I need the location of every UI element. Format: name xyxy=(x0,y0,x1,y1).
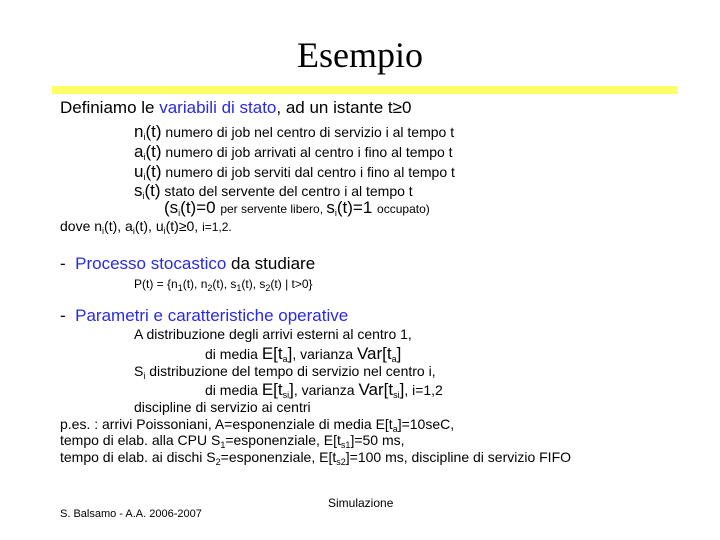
params-part: , i=1,2 xyxy=(404,382,443,398)
example-part: ]=100 ms, discipline di servizio FIFO xyxy=(345,449,572,465)
definition-arg: (t) xyxy=(144,181,161,200)
params-part: ] xyxy=(287,344,293,363)
example-line-2 xyxy=(60,432,405,448)
params-line-1: A distribuzione degli arrivi esterni al centro 1, xyxy=(134,326,412,342)
params-part: distribuzione del tempo di servizio nel centro i, xyxy=(145,363,436,379)
where-line xyxy=(60,218,232,236)
footer-author: S. Balsamo - A.A. 2006-2007 xyxy=(60,508,202,520)
formula-part: (t), n xyxy=(182,277,208,291)
params-part: ] xyxy=(396,344,402,363)
definition-subscript: i xyxy=(143,152,146,162)
params-line-2 xyxy=(205,344,401,364)
title-rule xyxy=(52,86,678,94)
process-bullet: - xyxy=(60,254,66,273)
formula-part: (t), s xyxy=(212,277,237,291)
definition-desc: stato del servente del centro i al tempo t xyxy=(160,183,413,199)
definition-desc: numero di job nel centro di servizio i al tempo t xyxy=(161,124,455,140)
params-subscript: si xyxy=(282,390,290,400)
example-line-3 xyxy=(60,449,571,465)
formula-part: P(t) = {n xyxy=(134,277,178,291)
definition-arg: (t) xyxy=(145,122,162,141)
intro-before: Definiamo le xyxy=(60,98,160,117)
definition-n xyxy=(134,122,454,142)
example-part: , xyxy=(450,416,455,432)
intro-line xyxy=(60,98,411,118)
state-note-part: (t)=1 xyxy=(336,198,378,217)
params-bullet: - xyxy=(60,306,66,325)
state-note-part: s xyxy=(326,198,335,217)
where-part: i=1,2. xyxy=(202,220,232,234)
params-part: , varianza xyxy=(293,382,359,398)
where-part: dove n xyxy=(60,218,103,234)
process-after: da studiare xyxy=(226,254,316,273)
where-part: (t), a xyxy=(104,218,133,234)
definition-u xyxy=(134,162,455,182)
example-part: =esponenziale, E[t xyxy=(225,432,341,448)
example-part: p.es. : arrivi Poissoniani, A=esponenziale di media E[t xyxy=(60,416,393,432)
formula-subscript: 2 xyxy=(265,283,271,293)
example-part: ]=10se xyxy=(397,416,441,432)
state-note-part: occupato) xyxy=(377,202,430,216)
where-part: (t), u xyxy=(134,218,164,234)
intro-highlight: variabili di stato xyxy=(159,98,277,117)
where-part: (t)≥0, xyxy=(165,218,203,234)
where-subscript: i xyxy=(102,226,105,236)
example-subscript: 1 xyxy=(220,440,226,450)
state-note-subscript: i xyxy=(178,208,181,218)
example-part: =esponenziale, E[t xyxy=(220,449,337,465)
process-highlight: Processo stocastico xyxy=(75,254,227,273)
params-part: ] xyxy=(289,380,294,399)
footer-course: Simulazione xyxy=(328,496,394,510)
params-line-5: discipline di servizio ai centri xyxy=(134,399,311,415)
definition-arg: (t) xyxy=(145,142,162,161)
definition-desc: numero di job arrivati al centro i fino al tempo t xyxy=(161,144,453,160)
params-part: di media xyxy=(205,382,262,398)
state-note xyxy=(164,198,430,218)
params-part: E[t xyxy=(261,344,283,363)
example-subscript: 2 xyxy=(215,457,221,467)
params-subscript: si xyxy=(393,390,400,400)
intro-after: , ad un istante t≥0 xyxy=(276,98,412,117)
where-subscript: i xyxy=(163,226,166,236)
state-note-subscript: i xyxy=(334,208,337,218)
example-subscript: s1 xyxy=(340,440,351,450)
formula-subscript: 1 xyxy=(236,283,242,293)
params-part: ] xyxy=(399,380,405,399)
formula-subscript: 2 xyxy=(207,283,213,293)
params-line-4 xyxy=(205,380,443,400)
title-rule-bar xyxy=(52,86,678,94)
example-subscript: s2 xyxy=(336,457,346,467)
slide-title: Esempio xyxy=(297,35,423,75)
example-line-1 xyxy=(60,416,454,432)
params-part: E[t xyxy=(261,380,283,399)
params-highlight: Parametri e caratteristiche operative xyxy=(75,306,349,325)
definition-symbol: u xyxy=(134,162,144,181)
definition-symbol: n xyxy=(134,122,144,141)
where-subscript: i xyxy=(132,226,135,236)
process-formula xyxy=(134,277,313,291)
formula-part: (t), s xyxy=(241,277,266,291)
definition-symbol: a xyxy=(134,142,144,161)
state-note-part: (s xyxy=(164,198,179,217)
example-part: tempo di elab. alla CPU S xyxy=(60,432,221,448)
example-part: C xyxy=(440,416,451,432)
params-line-3 xyxy=(134,363,436,379)
params-heading xyxy=(60,306,348,326)
params-subscript: i xyxy=(143,371,146,381)
params-subscript: a xyxy=(391,354,397,364)
params-subscript: a xyxy=(282,354,288,364)
formula-subscript: 1 xyxy=(177,283,183,293)
example-part: ]=50 ms, xyxy=(350,432,405,448)
definition-subscript: i xyxy=(142,191,145,201)
state-note-part: (t)=0 xyxy=(180,198,221,217)
process-heading xyxy=(60,254,315,274)
params-part: Var[t xyxy=(356,344,392,363)
formula-part: (t) | t>0} xyxy=(270,277,313,291)
example-part: tempo di elab. ai dischi S xyxy=(60,449,216,465)
params-part: S xyxy=(134,363,144,379)
state-note-part: per servente libero, xyxy=(220,202,327,216)
definition-subscript: i xyxy=(143,132,146,142)
definition-arg: (t) xyxy=(145,162,162,181)
definition-a xyxy=(134,142,453,162)
params-part: di media xyxy=(205,346,262,362)
definition-subscript: i xyxy=(143,172,146,182)
params-part: , varianza xyxy=(292,346,357,362)
definition-desc: numero di job serviti dal centro i fino al tempo t xyxy=(161,164,455,180)
definition-symbol: s xyxy=(134,181,143,200)
params-part: Var[t xyxy=(358,380,394,399)
example-subscript: a xyxy=(392,424,398,434)
